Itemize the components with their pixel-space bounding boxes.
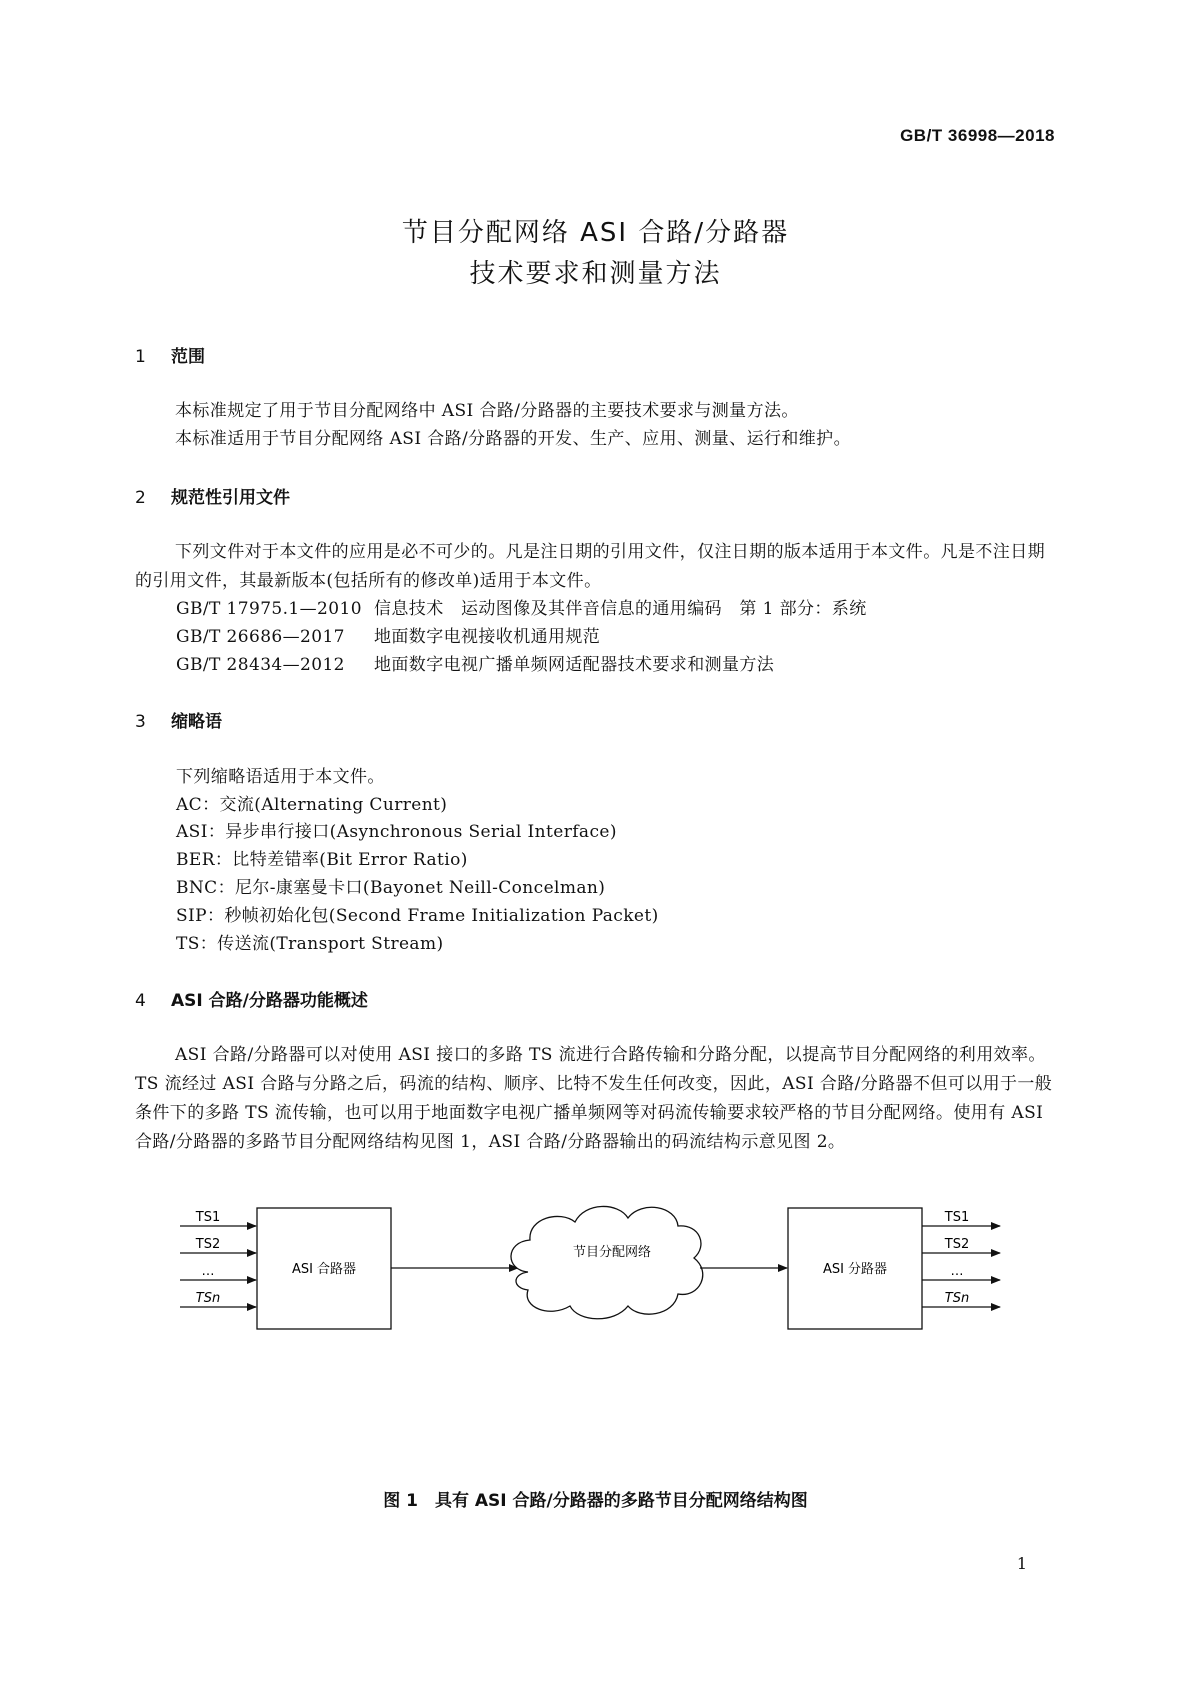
section-title: 缩略语 [171, 712, 222, 732]
input-label: … [201, 1264, 215, 1279]
abbreviation-intro: 下列缩略语适用于本文件。 [176, 767, 385, 787]
section-number: 2 [135, 488, 146, 508]
output-label: TS1 [944, 1210, 970, 1225]
figure-1-caption: 图 1 具有 ASI 合路/分路器的多路节目分配网络结构图 [383, 1491, 808, 1511]
input-label: TS2 [195, 1237, 221, 1252]
splitter-label: ASI 分路器 [822, 1262, 888, 1277]
abbreviation-item: BER：比特差错率(Bit Error Ratio) [176, 850, 468, 870]
document-title-line2: 技术要求和测量方法 [469, 259, 722, 289]
reference-item [176, 650, 774, 675]
input-label: TS1 [195, 1210, 221, 1225]
section-number: 1 [135, 347, 146, 367]
reference-title: 信息技术 运动图像及其伴音信息的通用编码 第 1 部分：系统 [374, 599, 867, 619]
network-cloud [511, 1206, 703, 1318]
section-3-heading [135, 707, 222, 732]
combiner-label: ASI 合路器 [291, 1262, 357, 1277]
reference-code: GB/T 28434—2012 [176, 655, 345, 675]
section-2-intro: 下列文件对于本文件的应用是必不可少的。凡是注日期的引用文件，仅注日期的版本适用于本文件。凡是不注日期的引用文件，其最新版本(包括所有的修改单)适用于本文件。 [135, 542, 1045, 591]
section-number: 3 [135, 712, 146, 732]
input-label: TSn [195, 1291, 221, 1306]
reference-item [176, 622, 600, 647]
output-label: TS2 [944, 1237, 970, 1252]
section-1-paragraph-1: 本标准规定了用于节目分配网络中 ASI 合路/分路器的主要技术要求与测量方法。 [175, 401, 799, 421]
abbreviation-item: BNC：尼尔-康塞曼卡口(Bayonet Neill-Concelman) [176, 878, 606, 898]
reference-code: GB/T 17975.1—2010 [176, 599, 362, 619]
reference-item [176, 594, 867, 619]
standard-number: GB/T 36998—2018 [900, 126, 1055, 145]
section-number: 4 [135, 991, 146, 1011]
section-2-heading [135, 483, 290, 508]
reference-title: 地面数字电视广播单频网适配器技术要求和测量方法 [374, 655, 775, 675]
page-number: 1 [1016, 1554, 1027, 1573]
abbreviation-item: TS：传送流(Transport Stream) [176, 934, 444, 954]
output-label: … [950, 1264, 964, 1279]
section-4-paragraph: ASI 合路/分路器可以对使用 ASI 接口的多路 TS 流进行合路传输和分路分配，以提高节目分配网络的利用效率。TS 流经过 ASI 合路与分路之后，码流的结构、顺序、比特不发生任何改变，因此，ASI 合路/分路器不但可以用于一般条件下的多路 TS 流传输，也可以用于地面数字电视广播单频网等对码流传输要求较严格的节目分配网络。使用有 ASI 合路/分路器的多路节目分配网络结构见图 1，ASI 合路/分路器输出的码流结构示意见图 2。 [135, 1045, 1053, 1152]
section-1-paragraph-2: 本标准适用于节目分配网络 ASI 合路/分路器的开发、生产、应用、测量、运行和维护。 [175, 429, 851, 449]
section-4-heading [135, 986, 368, 1011]
section-title: ASI 合路/分路器功能概述 [171, 991, 368, 1011]
output-label: TSn [944, 1291, 970, 1306]
abbreviation-item: AC：交流(Alternating Current) [176, 795, 448, 815]
reference-code: GB/T 26686—2017 [176, 627, 345, 647]
section-title: 规范性引用文件 [171, 488, 290, 508]
abbreviation-item: SIP：秒帧初始化包(Second Frame Initialization Packet) [176, 906, 659, 926]
network-label: 节目分配网络 [572, 1245, 652, 1260]
section-1-heading [135, 342, 205, 367]
document-title-line1: 节目分配网络 ASI 合路/分路器 [401, 218, 790, 248]
section-title: 范围 [171, 347, 205, 367]
abbreviation-item: ASI：异步串行接口(Asynchronous Serial Interface) [176, 822, 617, 842]
reference-title: 地面数字电视接收机通用规范 [374, 627, 601, 647]
figure-1-diagram [0, 1180, 1191, 1440]
